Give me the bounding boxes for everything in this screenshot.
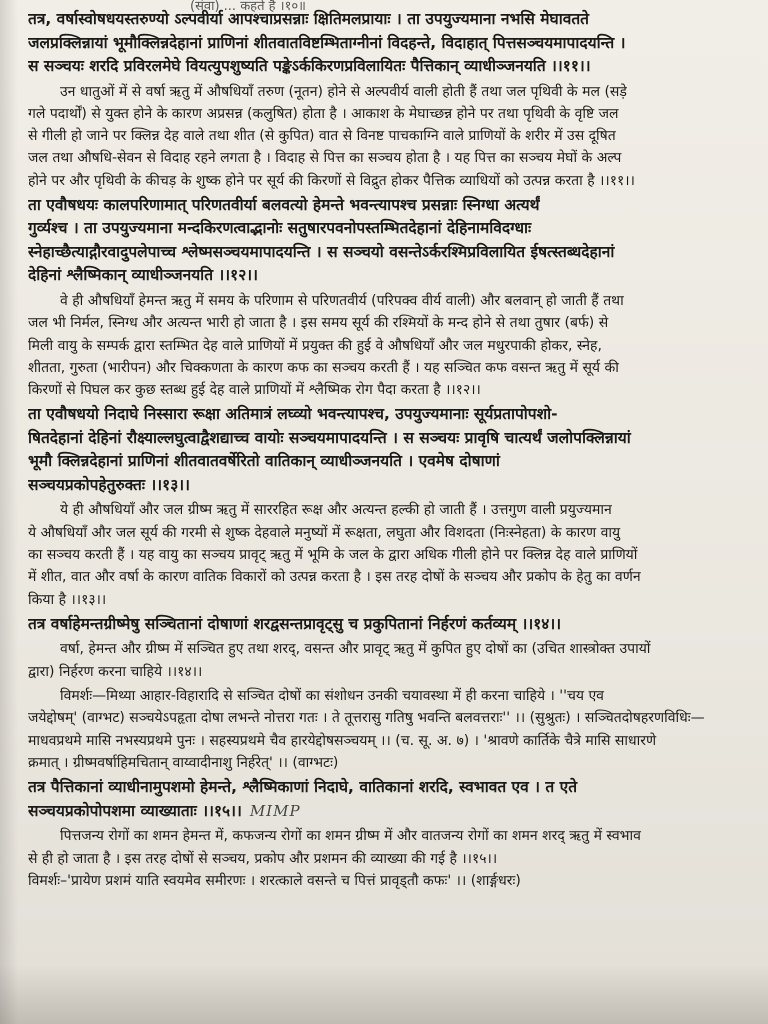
- hindi-commentary-block: [28, 499, 744, 610]
- running-head: (संवा) ... कहते हैं ।१०॥: [190, 0, 306, 14]
- hindi-line: जल तथा औषधि-सेवन से विदाह रहने लगता है । विदाह से पित्त का सञ्चय होता है । यह पित्त का सञ्चय मेघों के अल्प: [28, 150, 622, 167]
- sanskrit-line: तत्र वर्षाहेमन्तग्रीष्मेषु सञ्चितानां दोषाणां शरद्वसन्तप्रावृट्सु च प्रकुपितानां निर्हरणं कर्तव्यम् ।।१४।।: [28, 614, 562, 633]
- hindi-line: माधवप्रथमे मासि नभस्यप्रथमे पुनः । सहस्यप्रथमे चैव हारयेद्दोषसञ्चयम् ।। (च. सू. अ. ७) । 'श्रावणे कार्तिके चैत्रे मासि साधारणे: [28, 732, 657, 749]
- sanskrit-verse-block: [28, 8, 744, 79]
- hindi-line: वर्षा, हेमन्त और ग्रीष्म में सञ्चित हुए तथा शरद्, वसन्त और प्रावृट् ऋतु में कुपित हुए दोषों का (उचित शास्त्रोक्त उपायों: [60, 641, 651, 658]
- text-body: [28, 6, 744, 892]
- hindi-line: जयेद्दोषम्' (वाग्भट) सञ्चयेऽपहृता दोषा लभन्ते नोत्तरा गतः । ते तूत्तरासु गतिषु भवन्ति बलवत्तराः'' ।। (सुश्रुतः) । सञ्चितदोषहरणविधिः—: [28, 710, 705, 727]
- sanskrit-line: सञ्चयप्रकोपहेतुरुक्तः ।।१३।।: [28, 475, 191, 494]
- sanskrit-line: स सञ्चयः शरदि प्रविरलमेघे वियत्युपशुष्यति पङ्केऽर्ककिरणप्रविलायितः पैत्तिकान् व्याधीञ्जनयति ।।११।।: [28, 57, 591, 75]
- hindi-line: का सञ्चय करती हैं । यह वायु का सञ्चय प्रावृट् ऋतु में भूमि के जल के द्वारा अधिक गीली होने पर क्लिन्न देह वाले प्राणियों: [28, 547, 638, 564]
- sanskrit-line: तत्र, वर्षास्वोषधयस्तरुण्यो ऽल्पवीर्या आपश्चाप्रसन्नाः क्षितिमलप्रायाः । ता उपयुज्यमाना नभसि मेघावतते: [28, 10, 589, 28]
- hindi-line: से गीली हो जाने पर क्लिन्न देह वाले तथा शीत (से कुपित) वात से विनष्ट पाचकाग्नि वाले प्राणियों के शरीर में उस दूषित: [28, 128, 616, 145]
- sanskrit-verse-block: [28, 613, 744, 637]
- hindi-line: शीतता, गुरुता (भारीपन) और चिक्कणता के कारण कफ का सञ्चय करती हैं । यह सञ्चित कफ वसन्त ऋतु में सूर्य की: [28, 359, 619, 376]
- sanskrit-line: गुर्व्यश्च । ता उपयुज्यमाना मन्दकिरणत्वाद्भानोः सतुषारपवनोपस्तम्भितदेहानां देहिनामविदग्धाः: [28, 219, 532, 238]
- sanskrit-verse-block: [28, 403, 744, 497]
- sanskrit-line: जलप्रक्लिन्नायां भूमौक्लिन्नदेहानां प्राणिनां शीतवातविष्टम्भिताग्नीनां विदहन्ते, विदाहात् पित्तसञ्चयमापादयन्ति ।: [28, 33, 626, 52]
- hindi-line: किया है ।।१३।।: [28, 591, 107, 608]
- hindi-line: विमर्शः–'प्रायेण प्रशमं याति स्वयमेव समीरणः । शरत्काले वसन्ते च पित्तं प्रावृड्तौ कफः' ।। (शार्ङ्गधरः): [28, 872, 521, 889]
- hindi-line: पित्तजन्य रोगों का शमन हेमन्त में, कफजन्य रोगों का शमन ग्रीष्म में और वातजन्य रोगों का शमन शरद् ऋतु में स्वभाव: [60, 828, 641, 845]
- hindi-line: जल भी निर्मल, स्निग्ध और अत्यन्त भारी हो जाता है । इस समय सूर्य की रश्मियों के मन्द होने से तथा तुषार (बर्फ) से: [28, 315, 609, 332]
- handwritten-note: MIMP: [249, 801, 301, 820]
- hindi-line: से ही हो जाता है । इस तरह दोषों से सञ्चय, प्रकोप और प्रशमन की व्याख्या की गई है ।।१५।।: [28, 850, 498, 867]
- sanskrit-verse-block: [28, 194, 744, 288]
- hindi-line: ये ही औषधियाँ और जल ग्रीष्म ऋतु में साररहित रूक्ष और अत्यन्त हल्की हो जाती हैं । उत्तगुण वाली प्रयुज्यमान: [60, 502, 612, 519]
- sanskrit-line: स्नेहाच्छैत्याद्गौरवादुपलेपाच्च श्लेष्मसञ्चयमापादयन्ति । स सञ्चयो वसन्तेऽर्करश्मिप्रविलायित ईषत्स्तब्धदेहानां: [28, 242, 615, 261]
- hindi-commentary-block: [28, 685, 744, 774]
- hindi-line: वे ही औषधियाँ हेमन्त ऋतु में समय के परिणाम से परिणतवीर्य (परिपक्व वीर्य वाली) और बलवान् हो जाती हैं तथा: [60, 292, 624, 309]
- sanskrit-verse-block: [28, 776, 744, 823]
- hindi-line: गले पदार्थों) से युक्त होने के कारण अप्रसन्न (कलुषित) होता है । आकाश के मेघाच्छन्न होने पर तथा पृथिवी के वृष्टि जल: [28, 105, 619, 122]
- hindi-commentary-block: [28, 290, 744, 401]
- hindi-line: किरणों से पिघल कर कुछ स्तब्ध हुई देह वाले प्राणियों में श्लैष्मिक रोग पैदा करता है ।।१२।।: [28, 382, 481, 399]
- sanskrit-line: भूमौ क्लिन्नदेहानां प्राणिनां शीतवातवर्षेरितो वातिकान् व्याधीञ्जनयति । एवमेष दोषाणां: [28, 452, 500, 471]
- hindi-line: ये औषधियाँ और जल सूर्य की गरमी से शुष्क देहवाले मनुष्यों में रूक्षता, लघुता और विशदता (निःस्नेहता) के कारण वायु: [28, 524, 621, 541]
- hindi-line: होने पर और पृथिवी के कीचड़ के शुष्क होने पर सूर्य की किरणों से विद्रुत होकर पैत्तिक व्याधियों को उत्पन्न करता है ।।११।।: [28, 172, 635, 189]
- hindi-line: उन धातुओं में से वर्षा ऋतु में औषधियाँ तरुण (नूतन) होने से अल्पवीर्य वाली होती हैं तथा जल पृथिवी के मल (सड़े: [60, 83, 627, 100]
- sanskrit-line: सञ्चयप्रकोपोपशमा व्याख्याताः ।।१५।। MIMP: [28, 801, 301, 820]
- hindi-commentary-block: [28, 825, 744, 892]
- hindi-commentary-block: [28, 638, 744, 683]
- hindi-commentary-block: [28, 81, 744, 192]
- sanskrit-line: ता एवौषधयो निदाघे निस्सारा रूक्षा अतिमात्रं लघ्व्यो भवन्त्यापश्च, उपयुज्यमानाः सूर्यप्रतापोपशो-: [28, 405, 558, 424]
- hindi-line: द्वारा) निर्हरण करना चाहिये ।।१४।।: [28, 663, 203, 680]
- hindi-line: विमर्शः—मिथ्या आहार-विहारादि से सञ्चित दोषों का संशोधन उनकी चयावस्था में ही करना चाहिये । ''चय एव: [60, 688, 604, 705]
- sanskrit-line: षितदेहानां देहिनां रौक्ष्याल्लघुत्वाद्वैशद्याच्च वायोः सञ्चयमापादयन्ति । स सञ्चयः प्रावृषि चात्यर्थं जलोपक्लिन्नायां: [28, 428, 631, 447]
- hindi-line: मिली वायु के सम्पर्क द्वारा स्तम्भित देह वाले प्राणियों में प्रयुक्त की हुई वे औषधियाँ और जल मधुरपाकी होकर, स्नेह,: [28, 337, 602, 354]
- sanskrit-line: देहिनां श्लैष्मिकान् व्याधीञ्जनयति ।।१२।।: [28, 266, 259, 285]
- sanskrit-line: तत्र पैत्तिकानां व्याधीनामुपशमो हेमन्ते, श्लैष्मिकाणां निदाघे, वातिकानां शरदि, स्वभावत एव । त एते: [28, 778, 578, 797]
- hindi-line: क्रमात् । ग्रीष्मवर्षाहिमचितान् वाय्वादीनाशु निर्हरेत्' ।। (वाग्भटः): [28, 754, 339, 771]
- hindi-line: में शीत, वात और वर्षा के कारण वातिक विकारों को उत्पन्न करता है । इस तरह दोषों के सञ्चय और प्रकोप के हेतु का वर्णन: [28, 569, 641, 586]
- page-bottom-shadow: [0, 964, 768, 1024]
- sanskrit-line: ता एवौषधयः कालपरिणामात् परिणतवीर्या बलवत्यो हेमन्ते भवन्त्यापश्च प्रसन्नाः स्निग्धा अत्यर्थं: [28, 195, 540, 214]
- page-edge-shadow: [0, 0, 18, 1024]
